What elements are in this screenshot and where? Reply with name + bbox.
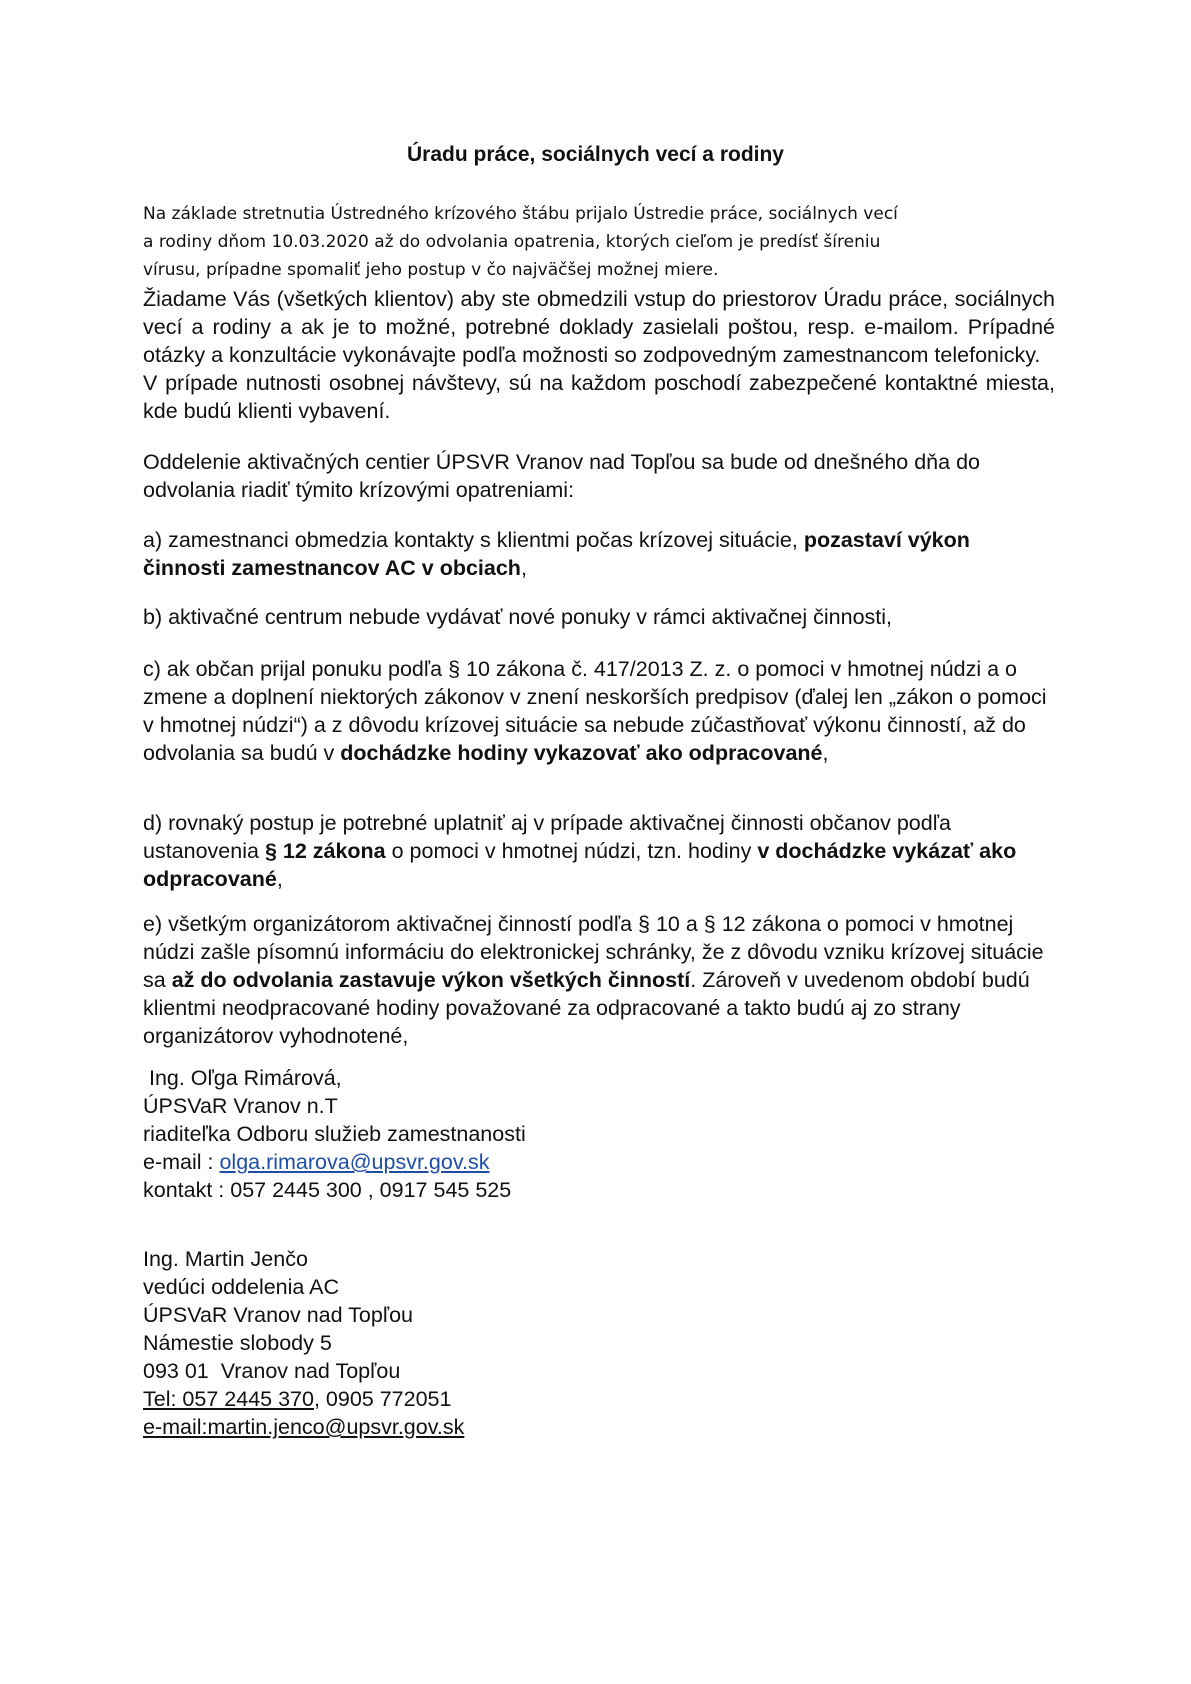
signature-role: vedúci oddelenia AC bbox=[143, 1275, 340, 1299]
item-d-end: , bbox=[276, 867, 283, 891]
signature-rimarova bbox=[143, 1064, 1055, 1204]
signature-email-line bbox=[143, 1148, 1055, 1176]
signature-office: ÚPSVaR Vranov nad Topľou bbox=[143, 1303, 414, 1327]
item-d-text2: o pomoci v hmotnej núdzi, tzn. hodiny bbox=[385, 839, 758, 863]
signature-name: Ing. Oľga Rimárová, bbox=[143, 1066, 342, 1090]
item-e bbox=[143, 910, 1055, 1050]
item-c-bold: dochádzke hodiny vykazovať ako odpracované bbox=[340, 741, 823, 765]
item-e-bold: až do odvolania zastavuje výkon všetkých činností bbox=[171, 968, 691, 992]
intro-line: a rodiny dňom 10.03.2020 až do odvolania opatrenia, ktorých cieľom je predísť šíreniu bbox=[143, 232, 881, 252]
item-c-end: , bbox=[822, 741, 829, 765]
signature-contact: kontakt : 057 2445 300 , 0917 545 525 bbox=[143, 1178, 512, 1202]
signature-city: 093 01 Vranov nad Topľou bbox=[143, 1359, 401, 1383]
page-title: Úradu práce, sociálnych vecí a rodiny bbox=[407, 143, 784, 166]
signature-office: ÚPSVaR Vranov n.T bbox=[143, 1094, 338, 1118]
email-link[interactable]: olga.rimarova@upsvr.gov.sk bbox=[219, 1150, 490, 1174]
phone-extra: , 0905 772051 bbox=[313, 1387, 452, 1411]
signature-street: Námestie slobody 5 bbox=[143, 1331, 332, 1355]
department-paragraph: Oddelenie aktivačných centier ÚPSVR Vranov nad Topľou sa bude od dnešného dňa do odvolania riadiť týmito krízovými opatreniami: bbox=[143, 450, 980, 502]
item-d-bold1: § 12 zákona bbox=[264, 839, 386, 863]
item-c-text: c) ak občan prijal ponuku podľa § 10 zákona č. 417/2013 Z. z. o pomoci v hmotnej núdzi a o zmene a doplnení niektorých zákonov v znení neskorších predpisov (ďalej len „zákon o pomoci v hmotnej núdzi“) a z dôvodu krízovej situácie sa nebude zúčastňovať výkonu činností, až do odvolania sa budú v bbox=[143, 657, 1047, 765]
item-a bbox=[143, 526, 1055, 582]
item-d-text1: d) rovnaký postup je potrebné uplatniť aj v prípade aktivačnej činnosti občanov podľa ustanovenia bbox=[143, 811, 951, 863]
item-a-text: a) zamestnanci obmedzia kontakty s klientmi počas krízovej situácie, bbox=[143, 528, 804, 552]
request-paragraph: Žiadame Vás (všetkých klientov) aby ste obmedzili vstup do priestorov Úradu práce, sociálnych vecí a rodiny a ak je to možné, potrebné doklady zasielali poštou, resp. e-mailom. Prípadné otázky a konzultácie vykonávajte podľa možnosti so zodpovedným zamestnancom telefonicky. bbox=[143, 287, 1055, 367]
visit-paragraph: V prípade nutnosti osobnej návštevy, sú na každom poschodí zabezpečené kontaktné miesta, kde budú klienti vybavení. bbox=[143, 371, 1055, 423]
signature-role: riaditeľka Odboru služieb zamestnanosti bbox=[143, 1122, 526, 1146]
email-link[interactable]: e-mail:martin.jenco@upsvr.gov.sk bbox=[143, 1415, 465, 1439]
email-label: e-mail : bbox=[143, 1150, 220, 1174]
item-a-bold: pozastaví výkon činnosti zamestnancov AC v obciach bbox=[143, 528, 970, 580]
item-a-end: , bbox=[520, 556, 527, 580]
phone-link[interactable]: Tel: 057 2445 370 bbox=[143, 1387, 314, 1411]
intro-line: vírusu, prípadne spomaliť jeho postup v čo najväčšej možnej miere. bbox=[143, 260, 719, 280]
item-d-bold2: v dochádzke vykázať ako odpracované bbox=[143, 839, 1017, 891]
signature-email-line bbox=[143, 1413, 1055, 1441]
signature-jenco bbox=[143, 1245, 1055, 1441]
intro-paragraph bbox=[143, 200, 1043, 284]
item-e-text1: e) všetkým organizátorom aktivačnej činností podľa § 10 a § 12 zákona o pomoci v hmotnej núdzi zašle písomnú informáciu do elektronickej schránky, že z dôvodu vzniku krízovej situácie sa bbox=[143, 912, 1044, 992]
item-b: b) aktivačné centrum nebude vydávať nové ponuky v rámci aktivačnej činnosti, bbox=[143, 605, 893, 629]
intro-line: Na základe stretnutia Ústredného krízového štábu prijalo Ústredie práce, sociálnych vecí bbox=[143, 204, 898, 224]
item-e-text2: . Zároveň v uvedenom období budú klientmi neodpracované hodiny považované za odpracované a takto budú aj zo strany organizátorov vyhodnotené, bbox=[143, 968, 1030, 1048]
signature-name: Ing. Martin Jenčo bbox=[143, 1247, 308, 1271]
signature-phone-line bbox=[143, 1385, 1055, 1413]
item-c bbox=[143, 655, 1055, 767]
item-d bbox=[143, 809, 1055, 893]
